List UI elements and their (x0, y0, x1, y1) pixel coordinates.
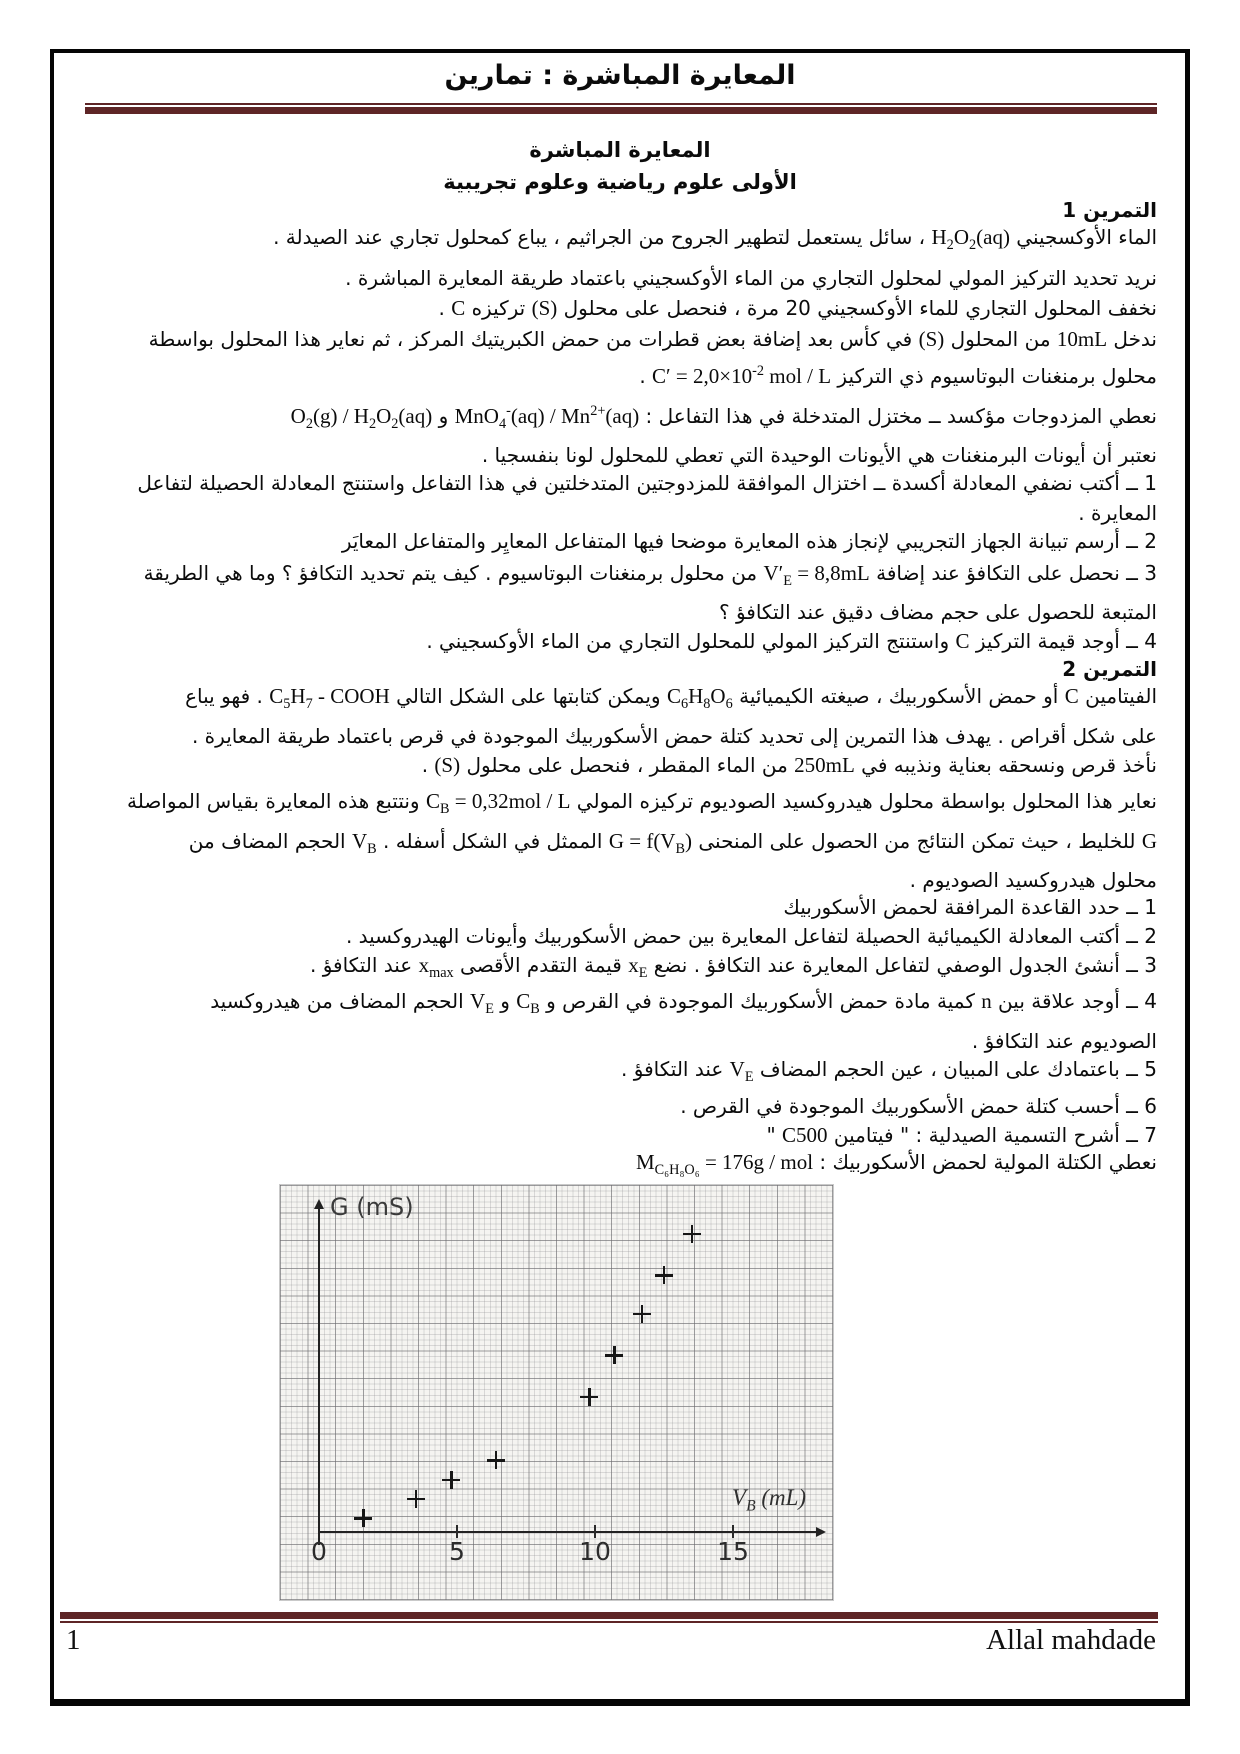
header-divider-thick-bar (85, 107, 1157, 114)
arabic-text-run: نعطي الكتلة المولية لحمض الأسكوربيك : (813, 1150, 1157, 1174)
arabic-text-run: المتبعة للحصول على حجم مضاف دقيق عند التكافؤ ؟ (718, 600, 1157, 624)
arabic-text-run: الماء الأوكسجيني (1009, 225, 1157, 249)
footer-divider-thin-line (60, 1621, 1158, 1623)
arabic-text-run: و (432, 404, 455, 428)
text-line-e2l12 (621, 1057, 1157, 1086)
arabic-text-run: 4 ــ أوجد قيمة التركيز (969, 629, 1157, 653)
arabic-text-run: ونتتبع هذه المعايرة بقياس المواصلة (126, 789, 426, 813)
formula-run: $MnO_4^-(aq) / Mn^{2+}(aq)$ (454, 403, 640, 433)
arabic-text-run: نأخذ قرص ونسحقه بعناية ونذيبه في (854, 753, 1157, 777)
arabic-text-run: 6 ــ أحسب كتلة حمض الأسكوربيك الموجودة في القرص . (680, 1094, 1157, 1118)
text-line-e2l3 (422, 753, 1157, 778)
arabic-text-run: ويمكن كتابتها على الشكل التالي (389, 684, 667, 708)
x-axis-tick-label: 0 (311, 1537, 327, 1566)
arabic-text-run: الفيتامين (1078, 684, 1157, 708)
data-point-marker (683, 1225, 701, 1243)
data-point-marker (487, 1451, 505, 1469)
arabic-text-run: 3 ــ نحصل على التكافؤ عند إضافة (869, 561, 1157, 585)
formula-run: $H_2O_2(aq)$ (931, 225, 1010, 254)
page-title: المعايرة المباشرة : تمارين (444, 60, 796, 91)
text-line-e1l8 (137, 471, 1157, 495)
x-axis-line (318, 1531, 818, 1533)
arabic-text-run: محلول هيدروكسيد الصوديوم . (909, 868, 1157, 892)
text-line-e2l15 (635, 1150, 1157, 1179)
footer-author: Allal mahdade (986, 1624, 1156, 1656)
arabic-text-run: في كأس بعد إضافة بعض قطرات من حمض الكبريتيك المركز ، ثم نعاير هذا المحلول بواسطة (148, 327, 919, 351)
y-axis-label: G (mS) (330, 1193, 414, 1221)
formula-run: 250mL (794, 753, 855, 777)
footer-divider-thick-bar (60, 1612, 1158, 1619)
arabic-text-run: محلول برمنغنات البوتاسيوم ذي التركيز (831, 364, 1157, 388)
formula-run: $V'_E = 8,8mL$ (763, 561, 870, 590)
arabic-text-run: الحجم المضاف من (188, 829, 352, 853)
formula-run: C500 (782, 1123, 828, 1147)
text-line-e1l5 (639, 364, 1157, 389)
arabic-text-run: ندخل (1107, 327, 1157, 351)
formula-run: (S) (531, 296, 558, 320)
text-line-ex2_title (1062, 657, 1157, 681)
arabic-text-run: تركيزه (465, 296, 532, 320)
arabic-text-run: للخليط ، حيث تمكن النتائج من الحصول على المنحنى (692, 829, 1142, 853)
text-line-e1l6 (290, 403, 1157, 433)
formula-run: n (981, 989, 992, 1013)
arabic-text-run: . (421, 753, 435, 777)
arabic-text-run: 2 ــ أكتب المعادلة الكيميائية الحصيلة لتفاعل المعايرة بين حمض الأسكوربيك وأيونات الهيدروكسيد . (345, 924, 1157, 948)
text-line-e1l10 (342, 529, 1157, 553)
text-line-e1l9 (1078, 501, 1157, 525)
text-line-e1l1 (273, 225, 1157, 254)
arabic-text-run: من المحلول (944, 327, 1057, 351)
arabic-text-run: كمية مادة حمض الأسكوربيك الموجودة في القرص و (539, 989, 982, 1013)
arabic-text-run: نعطي المزدوجات مؤكسد ــ مختزل المتدخلة في هذا التفاعل : (639, 404, 1157, 428)
formula-run: (S) (434, 753, 461, 777)
arabic-text-run: من الماء المقطر ، فنحصل على محلول (460, 753, 795, 777)
formula-run: $V_E$ (729, 1057, 754, 1086)
text-line-e2l11 (972, 1029, 1157, 1053)
arabic-text-run: عند التكافؤ . (621, 1057, 730, 1081)
arabic-text-run: 3 ــ أنشئ الجدول الوصفي لتفاعل المعايرة عند التكافؤ . نضع (647, 953, 1157, 977)
text-line-e2l14 (766, 1123, 1157, 1148)
text-line-e2l13 (680, 1094, 1157, 1118)
arabic-text-run: أو حمض الأسكوربيك ، صيغته الكيميائية (732, 684, 1065, 708)
formula-run: G (1141, 829, 1157, 853)
data-point-marker (605, 1346, 623, 1364)
text-line-e2l10 (210, 989, 1157, 1018)
formula-run: $C_5H_7$ - COOH (269, 684, 390, 713)
text-line-ex1_title (1062, 198, 1157, 222)
text-line-e2l6 (910, 868, 1157, 892)
x-axis-arrow-icon (816, 1527, 826, 1537)
arabic-text-run: 1 ــ حدد القاعدة المرافقة لحمض الأسكوربيك (783, 895, 1157, 919)
x-axis-tick-label: 5 (449, 1537, 465, 1566)
footer-divider (60, 1612, 1158, 1623)
y-axis-arrow-icon (314, 1199, 324, 1209)
formula-run: C (451, 296, 466, 320)
formula-run: $x_E$ (628, 953, 648, 982)
formula-run: $V_B$ (351, 829, 377, 858)
formula-run: C (955, 629, 970, 653)
arabic-text-run: قيمة التقدم الأقصى (453, 953, 629, 977)
header-divider-thin-line (85, 103, 1157, 105)
arabic-text-run: 7 ــ أشرح التسمية الصيدلية : " فيتامين (827, 1123, 1157, 1147)
titration-curve-figure (280, 1185, 833, 1600)
text-line-e2l1 (185, 684, 1157, 713)
data-point-marker (407, 1490, 425, 1508)
header-divider (85, 103, 1157, 114)
arabic-text-run: الصوديوم عند التكافؤ . (971, 1029, 1157, 1053)
arabic-text-run: " (766, 1123, 783, 1147)
arabic-text-run: الممثل في الشكل أسفله . (376, 829, 609, 853)
text-line-e2l4 (126, 789, 1157, 818)
text-line-e1l7 (482, 443, 1157, 467)
arabic-text-run: المعايرة . (1078, 501, 1157, 525)
arabic-text-run: نعتبر أن أيونات البرمنغنات هي الأيونات الوحيدة التي تعطي للمحلول لونا بنفسجيا . (481, 443, 1157, 467)
x-axis-tick-label: 10 (579, 1537, 611, 1566)
text-line-e1l3 (438, 296, 1157, 321)
arabic-text-run: و (493, 989, 517, 1013)
arabic-text-run: . (438, 296, 452, 320)
formula-run: 10mL (1056, 327, 1108, 351)
subtitle-topic: المعايرة المباشرة (529, 138, 711, 162)
page-number: 1 (66, 1624, 81, 1656)
arabic-text-run: 2 ــ أرسم تبيانة الجهاز التجريبي لإنجاز هذه المعايرة موضحا فيها المتفاعل المعايِر والمتفاعل المعايَر (341, 529, 1157, 553)
x-axis-label: $V_B$ (mL) (732, 1485, 807, 1515)
arabic-text-run: التمرين 2 (1062, 657, 1157, 681)
arabic-text-run: التمرين 1 (1062, 198, 1157, 222)
text-line-e2l5 (188, 829, 1157, 858)
y-axis-line (318, 1207, 320, 1545)
arabic-text-run: ، سائل يستعمل لتطهير الجروح من الجراثيم ، يباع كمحلول تجاري عند الصيدلة . (273, 225, 932, 249)
x-axis-tick-label: 15 (717, 1537, 749, 1566)
formula-run: $C_B$ (516, 989, 540, 1018)
formula-run: $C' = 2,0\times 10^{-2}$ mol / L (652, 363, 832, 388)
arabic-text-run: 4 ــ أوجد علاقة بين (991, 989, 1157, 1013)
formula-run: $O_2(g) / H_2O_2(aq)$ (290, 404, 433, 433)
data-point-marker (633, 1305, 651, 1323)
text-line-e2l8 (346, 924, 1157, 948)
data-point-marker (354, 1509, 372, 1527)
text-line-e1l2 (345, 266, 1157, 290)
formula-run: $x_{max}$ (418, 953, 454, 982)
formula-run: $C_B = 0,32mol / L$ (425, 789, 571, 818)
formula-run: $M_{C_6H_8O_6} = 176g$ / mol (635, 1150, 814, 1179)
data-point-marker (655, 1266, 673, 1284)
data-point-marker (580, 1388, 598, 1406)
text-line-e1l4 (149, 327, 1157, 352)
subtitle-level: الأولى علوم رياضية وعلوم تجريبية (443, 170, 797, 194)
formula-run: C (1064, 684, 1079, 708)
text-line-e2l2 (192, 724, 1157, 748)
arabic-text-run: الحجم المضاف من هيدروكسيد (210, 989, 471, 1013)
text-line-e2l7 (783, 895, 1157, 919)
text-line-e1l12 (719, 600, 1157, 624)
arabic-text-run: 1 ــ أكتب نضفي المعادلة أكسدة ــ اختزال الموافقة للمزدوجتين المتدخلتين في هذا التفاعل واستنتج المعادلة الحصيلة لتفاعل (137, 471, 1157, 495)
text-line-e1l11 (143, 561, 1157, 590)
arabic-text-run: عند التكافؤ . (309, 953, 419, 977)
formula-run: $G = f(V_B)$ (608, 829, 692, 858)
arabic-text-run: على شكل أقراص . يهدف هذا التمرين إلى تحديد كتلة حمض الأسكوربيك الموجودة في قرص باعتماد طريقة المعايرة . (191, 724, 1157, 748)
arabic-text-run: نخفف المحلول التجاري للماء الأوكسجيني 20 مرة ، فنحصل على محلول (557, 296, 1157, 320)
arabic-text-run: من محلول برمنغنات البوتاسيوم . كيف يتم تحديد التكافؤ ؟ وما هي الطريقة (143, 561, 764, 585)
formula-run: $V_E$ (470, 989, 494, 1018)
arabic-text-run: نعاير هذا المحلول بواسطة محلول هيدروكسيد الصوديوم تركيزه المولي (570, 789, 1157, 813)
text-line-e1l13 (426, 629, 1157, 654)
arabic-text-run: . (639, 364, 653, 388)
arabic-text-run: نريد تحديد التركيز المولي لمحلول التجاري من الماء الأوكسجيني باعتماد طريقة المعايرة المباشرة . (345, 266, 1157, 290)
formula-run: (S) (918, 327, 945, 351)
arabic-text-run: . فهو يباع (185, 684, 270, 708)
arabic-text-run: واستنتج التركيز المولي للمحلول التجاري من الماء الأوكسجيني . (426, 629, 956, 653)
data-point-marker (442, 1471, 460, 1489)
text-line-e2l9 (309, 953, 1157, 982)
formula-run: $C_6H_8O_6$ (666, 684, 733, 713)
arabic-text-run: 5 ــ باعتمادك على المبيان ، عين الحجم المضاف (753, 1057, 1157, 1081)
